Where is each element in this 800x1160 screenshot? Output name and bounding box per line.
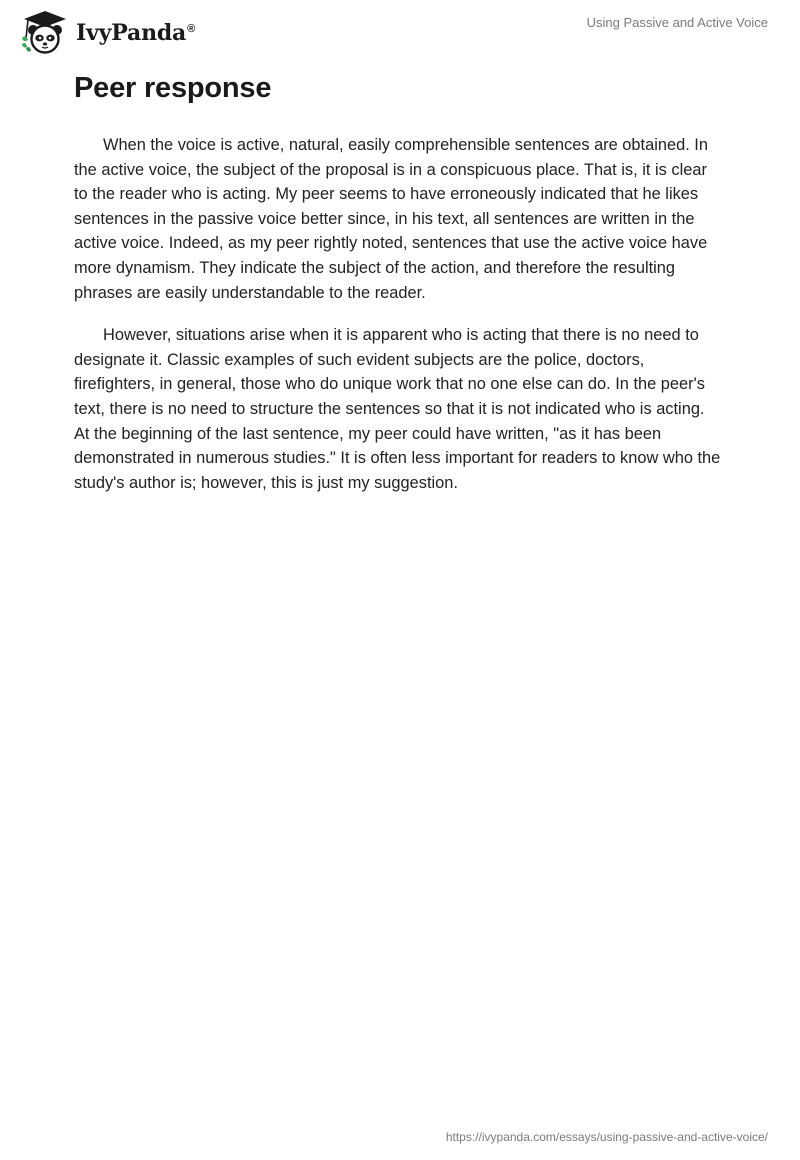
page-title: Peer response [74,72,272,104]
body-paragraph: When the voice is active, natural, easily comprehensible sentences are obtained. In the active voice, the subject of the proposal is in a conspicuous place. That is, it is clear to the reader who is acting. My peer seems to have erroneously indicated that he likes sentences in the passive voice better since, in his text, all sentences are written in the active voice. Indeed, as my peer rightly noted, sentences that use the active voice have more dynamism. They indicate the subject of the action, and therefore the resulting phrases are easily understandable to the reader. [74,136,708,302]
registered-mark: ® [187,22,196,35]
page-header [0,0,800,62]
essay-content [74,133,722,513]
body-paragraph: However, situations arise when it is apparent who is acting that there is no need to designate it. Classic examples of such evident subjects are the police, doctors, firefighters, in general, those who do unique work that no one else can do. In the peer's text, there is no need to structure the sentences so that it is not indicated who is acting. At the beginning of the last sentence, my peer could have written, "as it has been demonstrated in numerous studies." It is often less important for readers to know who the study's author is; however, this is just my suggestion. [74,326,721,492]
running-title: Using Passive and Active Voice [586,15,768,30]
panda-graduation-cap-logo-icon [14,8,74,56]
source-url-link[interactable]: https://ivypanda.com/essays/using-passive-and-active-voice/ [445,1130,768,1144]
brand-name: IvyPanda® [76,20,196,46]
ivypanda-logo[interactable] [14,8,195,56]
